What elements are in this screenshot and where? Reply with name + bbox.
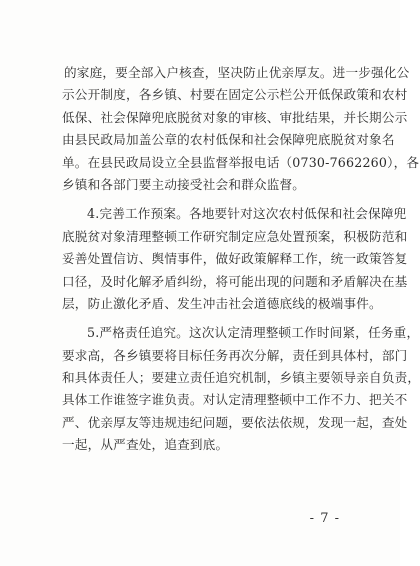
- paragraph-contingency-plan: [62, 203, 408, 315]
- text-line: 的家庭，要全部入户核查，坚决防止优亲厚友。进一步强化公: [64, 65, 410, 80]
- text-line: 由县民政局加盖公章的农村低保和社会保障兜底脱贫对象名: [62, 132, 395, 148]
- text-line: 妥善处置信访、舆情事件，做好政策解释工作，统一政策答复: [62, 251, 408, 267]
- text-line: 具体工作谁签字谁负责。对认定清理整顿中工作不力、把关不: [62, 392, 408, 408]
- text-line: 5.严格责任追究。这次认定清理整顿工作时间紧，任务重，: [87, 325, 420, 341]
- text-line: 乡镇和各部门要主动接受社会和群众监督。: [62, 176, 306, 192]
- text-line: 口径，及时化解矛盾纠纷，将可能出现的问题和矛盾解决在基: [62, 273, 408, 289]
- text-line: 要求高，各乡镇要将目标任务再次分解，责任到具体村，部门: [62, 347, 408, 363]
- text-line: 4.完善工作预案。各地要针对这次农村低保和社会保障兜: [87, 206, 407, 222]
- text-line: 底脱贫对象清理整顿工作研究制定应急处置预案，积极防范和: [62, 228, 408, 244]
- document-body: [62, 62, 420, 457]
- text-line: 一起，从严查处，追查到底。: [62, 437, 229, 453]
- text-line: 和具体责任人；要建立责任追究机制，乡镇主要领导亲自负责，: [62, 370, 420, 386]
- page-number: - 7 -: [309, 511, 340, 526]
- text-line: 严、优亲厚友等违规违纪问题，要依法依规，发现一起，查处: [62, 414, 408, 430]
- text-line: 单。在县民政局设立全县监督举报电话（0730-7662260），各: [62, 154, 420, 170]
- text-line: 示公开制度，各乡镇、村要在固定公示栏公开低保政策和农村: [62, 87, 408, 103]
- paragraph-supervision: [62, 62, 420, 196]
- paragraph-accountability: [62, 322, 420, 456]
- text-line: 层，防止激化矛盾、发生冲击社会道德底线的极端事件。: [62, 295, 382, 311]
- text-line: 低保、社会保障兜底脱贫对象的审核、审批结果，并长期公示: [62, 109, 408, 125]
